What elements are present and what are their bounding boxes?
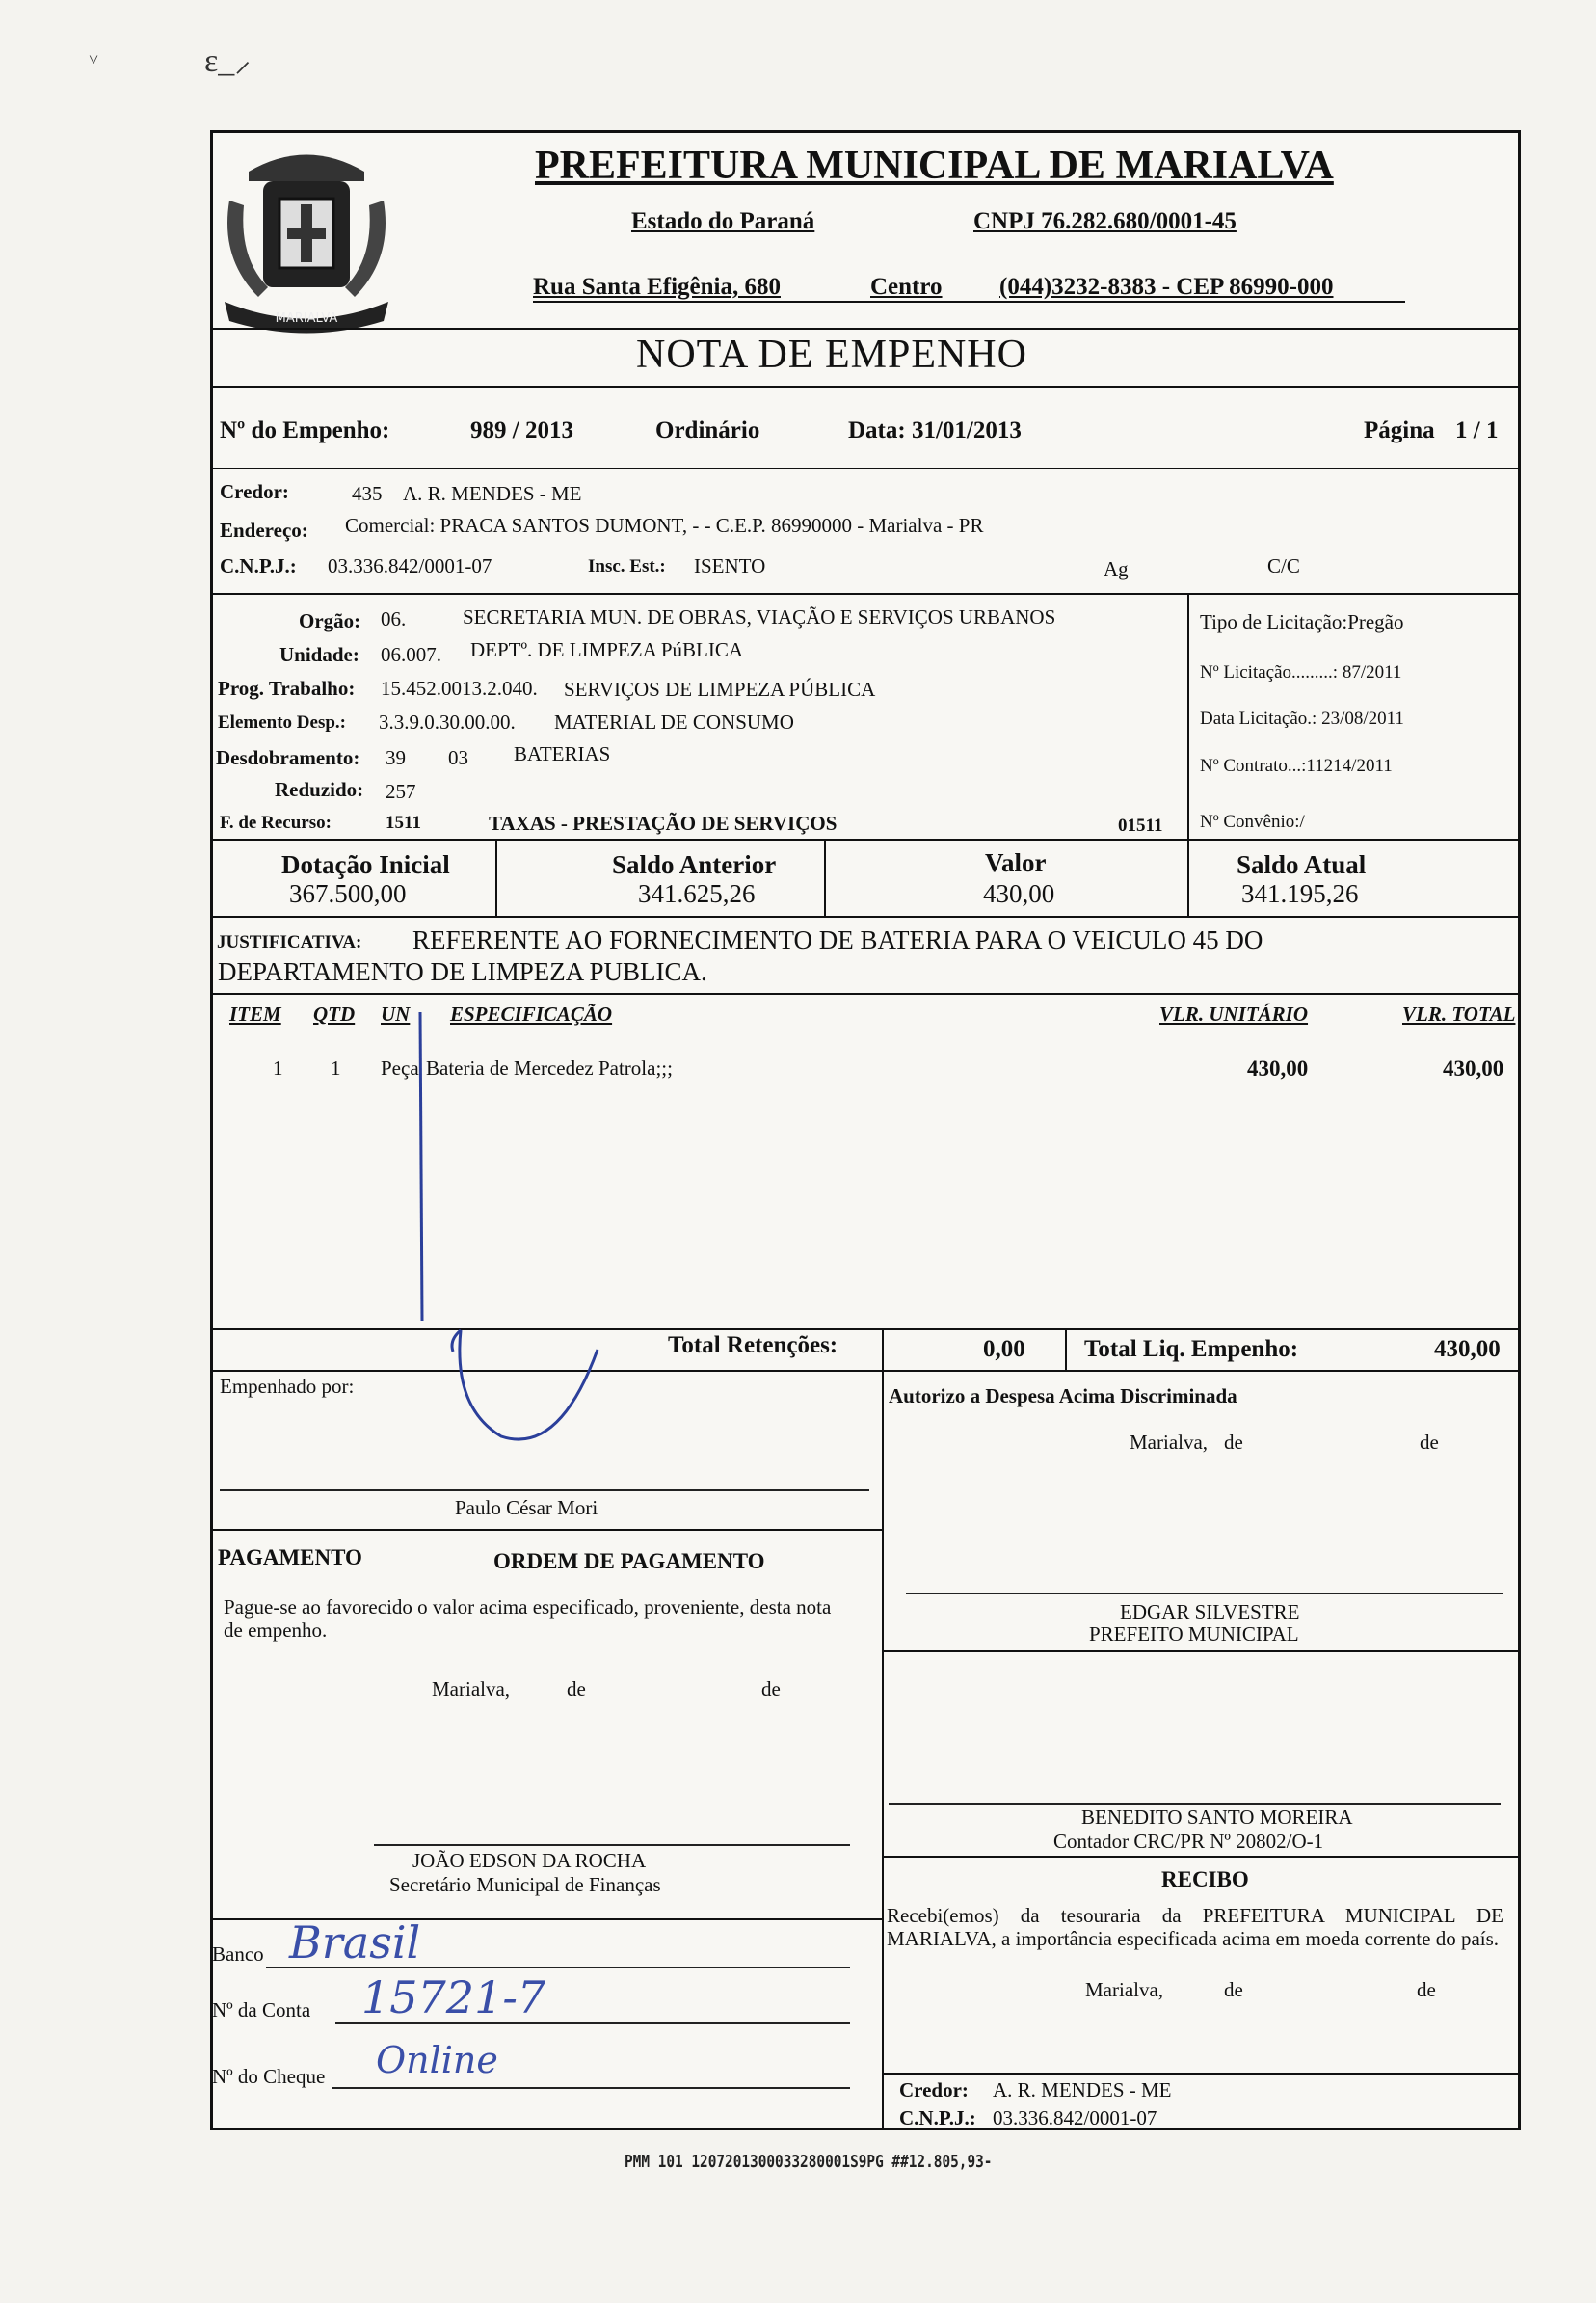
cnpj-label: C.N.P.J.: — [220, 554, 297, 577]
recibo-cnpj-label: C.N.P.J.: — [899, 2106, 976, 2129]
contrato-numero: Nº Contrato...:11214/2011 — [1200, 756, 1393, 776]
page-label: Página — [1364, 417, 1435, 443]
secretario-title: Secretário Municipal de Finanças — [389, 1873, 661, 1896]
credor-code: 435 — [352, 482, 383, 505]
justificativa-label: JUSTIFICATIVA: — [217, 932, 362, 952]
item-qtd: 1 — [331, 1057, 341, 1080]
empenhado-label: Empenhado por: — [220, 1375, 355, 1398]
credor-label: Credor: — [220, 480, 289, 503]
insc-label: Insc. Est.: — [588, 556, 666, 576]
fonte-name: TAXAS - PRESTAÇÃO DE SERVIÇOS — [489, 812, 838, 835]
crest-banner-text: MARIALVA — [275, 311, 338, 326]
credor-cnpj: 03.336.842/0001-07 — [328, 554, 492, 577]
recibo-cnpj: 03.336.842/0001-07 — [993, 2106, 1157, 2129]
banco-label: Banco — [212, 1942, 264, 1966]
unidade-label: Unidade: — [279, 643, 359, 666]
autorizo-place: Marialva, — [1130, 1431, 1209, 1454]
col-item: ITEM — [229, 1003, 281, 1026]
dotacao-label: Dotação Inicial — [281, 850, 450, 879]
elem-code: 3.3.9.0.30.00.00. — [379, 710, 516, 734]
address-street: Rua Santa Efigênia, 680 — [533, 274, 781, 300]
saldo-anterior-value: 341.625,26 — [638, 879, 756, 908]
valor-label: Valor — [985, 848, 1047, 877]
col-unit-value: VLR. UNITÁRIO — [1159, 1003, 1309, 1026]
recibo-de1: de — [1224, 1978, 1243, 2001]
item-total-value: 430,00 — [1443, 1057, 1504, 1081]
secretario-name: JOÃO EDSON DA ROCHA — [412, 1849, 647, 1872]
desd-b: 03 — [448, 746, 468, 769]
pagamento-de1: de — [567, 1677, 586, 1700]
total-retencoes-label: Total Retenções: — [668, 1332, 838, 1358]
municipal-crest — [220, 143, 393, 335]
saldo-atual-label: Saldo Atual — [1237, 850, 1367, 879]
cheque-handwriting: Online — [376, 2039, 498, 2081]
desd-label: Desdobramento: — [216, 746, 360, 769]
dotacao-value: 367.500,00 — [289, 879, 407, 908]
empenho-date: Data: 31/01/2013 — [848, 417, 1022, 443]
licitacao-numero: Nº Licitação.........: 87/2011 — [1200, 662, 1402, 683]
saldo-atual-value: 341.195,26 — [1241, 879, 1359, 908]
prog-label: Prog. Trabalho: — [218, 677, 356, 700]
item-unit-value: 430,00 — [1247, 1057, 1309, 1081]
prog-code: 15.452.0013.2.040. — [381, 677, 538, 700]
doc-title: NOTA DE EMPENHO — [636, 333, 1027, 377]
desd-a: 39 — [386, 746, 406, 769]
recibo-credor-name: A. R. MENDES - ME — [993, 2078, 1172, 2102]
signature-stroke — [386, 1003, 675, 1465]
saldo-anterior-label: Saldo Anterior — [612, 850, 777, 879]
unidade-name: DEPTº. DE LIMPEZA PúBLICA — [470, 638, 744, 661]
orgao-label: Orgão: — [299, 609, 361, 632]
col-spec: ESPECIFICAÇÃO — [450, 1003, 613, 1026]
state-name: Estado do Paraná — [631, 208, 815, 234]
agency-label: Ag — [1104, 557, 1129, 580]
item-un: Peça — [381, 1057, 419, 1080]
autorizo-label: Autorizo a Despesa Acima Discriminada — [889, 1384, 1237, 1407]
item-number: 1 — [273, 1057, 283, 1080]
credor-address: Comercial: PRACA SANTOS DUMONT, - - C.E.P. 86990000 - Marialva - PR — [345, 514, 984, 537]
address-label: Endereço: — [220, 519, 308, 542]
mayor-title: PREFEITO MUNICIPAL — [1089, 1622, 1299, 1646]
col-qtd: QTD — [313, 1003, 356, 1026]
reduzido-value: 257 — [386, 780, 416, 803]
elem-label: Elemento Desp.: — [218, 712, 346, 733]
header-underline — [533, 301, 1405, 303]
elem-name: MATERIAL DE CONSUMO — [554, 710, 794, 734]
recibo-text: Recebi(emos) da tesouraria da PREFEITURA MUNICIPAL DE MARIALVA, a importância especificada acima em moeda corrente do país. — [887, 1904, 1503, 1950]
orgao-code: 06. — [381, 607, 407, 630]
contador-title: Contador CRC/PR Nº 20802/O-1 — [1053, 1830, 1324, 1853]
pagamento-de2: de — [761, 1677, 781, 1700]
autorizo-de1: de — [1224, 1431, 1243, 1454]
ordem-pagamento-label: ORDEM DE PAGAMENTO — [493, 1549, 765, 1573]
account-label: C/C — [1267, 554, 1300, 577]
valor-value: 430,00 — [983, 879, 1055, 908]
reduzido-label: Reduzido: — [275, 778, 364, 801]
contador-name: BENEDITO SANTO MOREIRA — [1081, 1806, 1353, 1829]
cnpj-header: CNPJ 76.282.680/0001-45 — [973, 208, 1237, 234]
pagamento-place: Marialva, — [432, 1677, 511, 1700]
unidade-code: 06.007. — [381, 643, 441, 666]
pagamento-text: Pague-se ao favorecido o valor acima especificado, proveniente, desta nota de empenho. — [224, 1595, 832, 1642]
total-liq-label: Total Liq. Empenho: — [1084, 1336, 1299, 1362]
municipality-title: PREFEITURA MUNICIPAL DE MARIALVA — [535, 144, 1334, 188]
licitacao-data: Data Licitação.: 23/08/2011 — [1200, 709, 1404, 729]
fonte-number: 01511 — [1118, 816, 1163, 836]
orgao-name: SECRETARIA MUN. DE OBRAS, VIAÇÃO E SERVIÇOS URBANOS — [463, 605, 1056, 629]
item-spec: Bateria de Mercedez Patrola;;; — [426, 1057, 673, 1080]
recibo-de2: de — [1417, 1978, 1436, 2001]
col-total-value: VLR. TOTAL — [1402, 1003, 1516, 1026]
autorizo-de2: de — [1420, 1431, 1439, 1454]
address-district: Centro — [870, 274, 943, 300]
mayor-name: EDGAR SILVESTRE — [1120, 1600, 1300, 1623]
desd-name: BATERIAS — [514, 742, 611, 765]
convenio-numero: Nº Convênio:/ — [1200, 812, 1305, 832]
empenho-type: Ordinário — [655, 417, 760, 443]
empenhado-name: Paulo César Mori — [455, 1496, 598, 1519]
banco-handwriting: Brasil — [289, 1916, 421, 1968]
empenho-number: 989 / 2013 — [470, 417, 573, 443]
recibo-credor-label: Credor: — [899, 2078, 969, 2102]
credor-name: A. R. MENDES - ME — [403, 482, 582, 505]
scan-mark: ɛ_⸝ — [204, 43, 252, 79]
licitacao-tipo: Tipo de Licitação:Pregão — [1200, 610, 1404, 633]
recibo-label: RECIBO — [1161, 1867, 1249, 1891]
empenho-label: Nº do Empenho: — [220, 417, 390, 443]
cheque-label: Nº do Cheque — [212, 2065, 326, 2088]
scan-mark: ˅ — [89, 50, 99, 69]
total-liq-value: 430,00 — [1434, 1336, 1501, 1362]
prog-name: SERVIÇOS DE LIMPEZA PÚBLICA — [564, 678, 876, 701]
total-retencoes-value: 0,00 — [983, 1336, 1025, 1362]
recibo-place: Marialva, — [1085, 1978, 1164, 2001]
justificativa-line1: REFERENTE AO FORNECIMENTO DE BATERIA PARA O VEICULO 45 DO — [412, 925, 1264, 954]
insc-value: ISENTO — [694, 554, 766, 577]
page-number: 1 / 1 — [1455, 417, 1499, 443]
col-un: UN — [381, 1003, 411, 1026]
conta-handwriting: 15721-7 — [361, 1971, 546, 2023]
fonte-code: 1511 — [386, 813, 421, 833]
pagamento-label: PAGAMENTO — [218, 1545, 362, 1569]
footer-code: PMM 101 1207201300033280001S9PG ##12.805,93- — [625, 2152, 993, 2172]
address-phone-cep: (044)3232-8383 - CEP 86990-000 — [999, 274, 1334, 300]
justificativa-line2: DEPARTAMENTO DE LIMPEZA PUBLICA. — [218, 957, 707, 986]
conta-label: Nº da Conta — [212, 1998, 311, 2022]
fonte-label: F. de Recurso: — [220, 813, 332, 833]
